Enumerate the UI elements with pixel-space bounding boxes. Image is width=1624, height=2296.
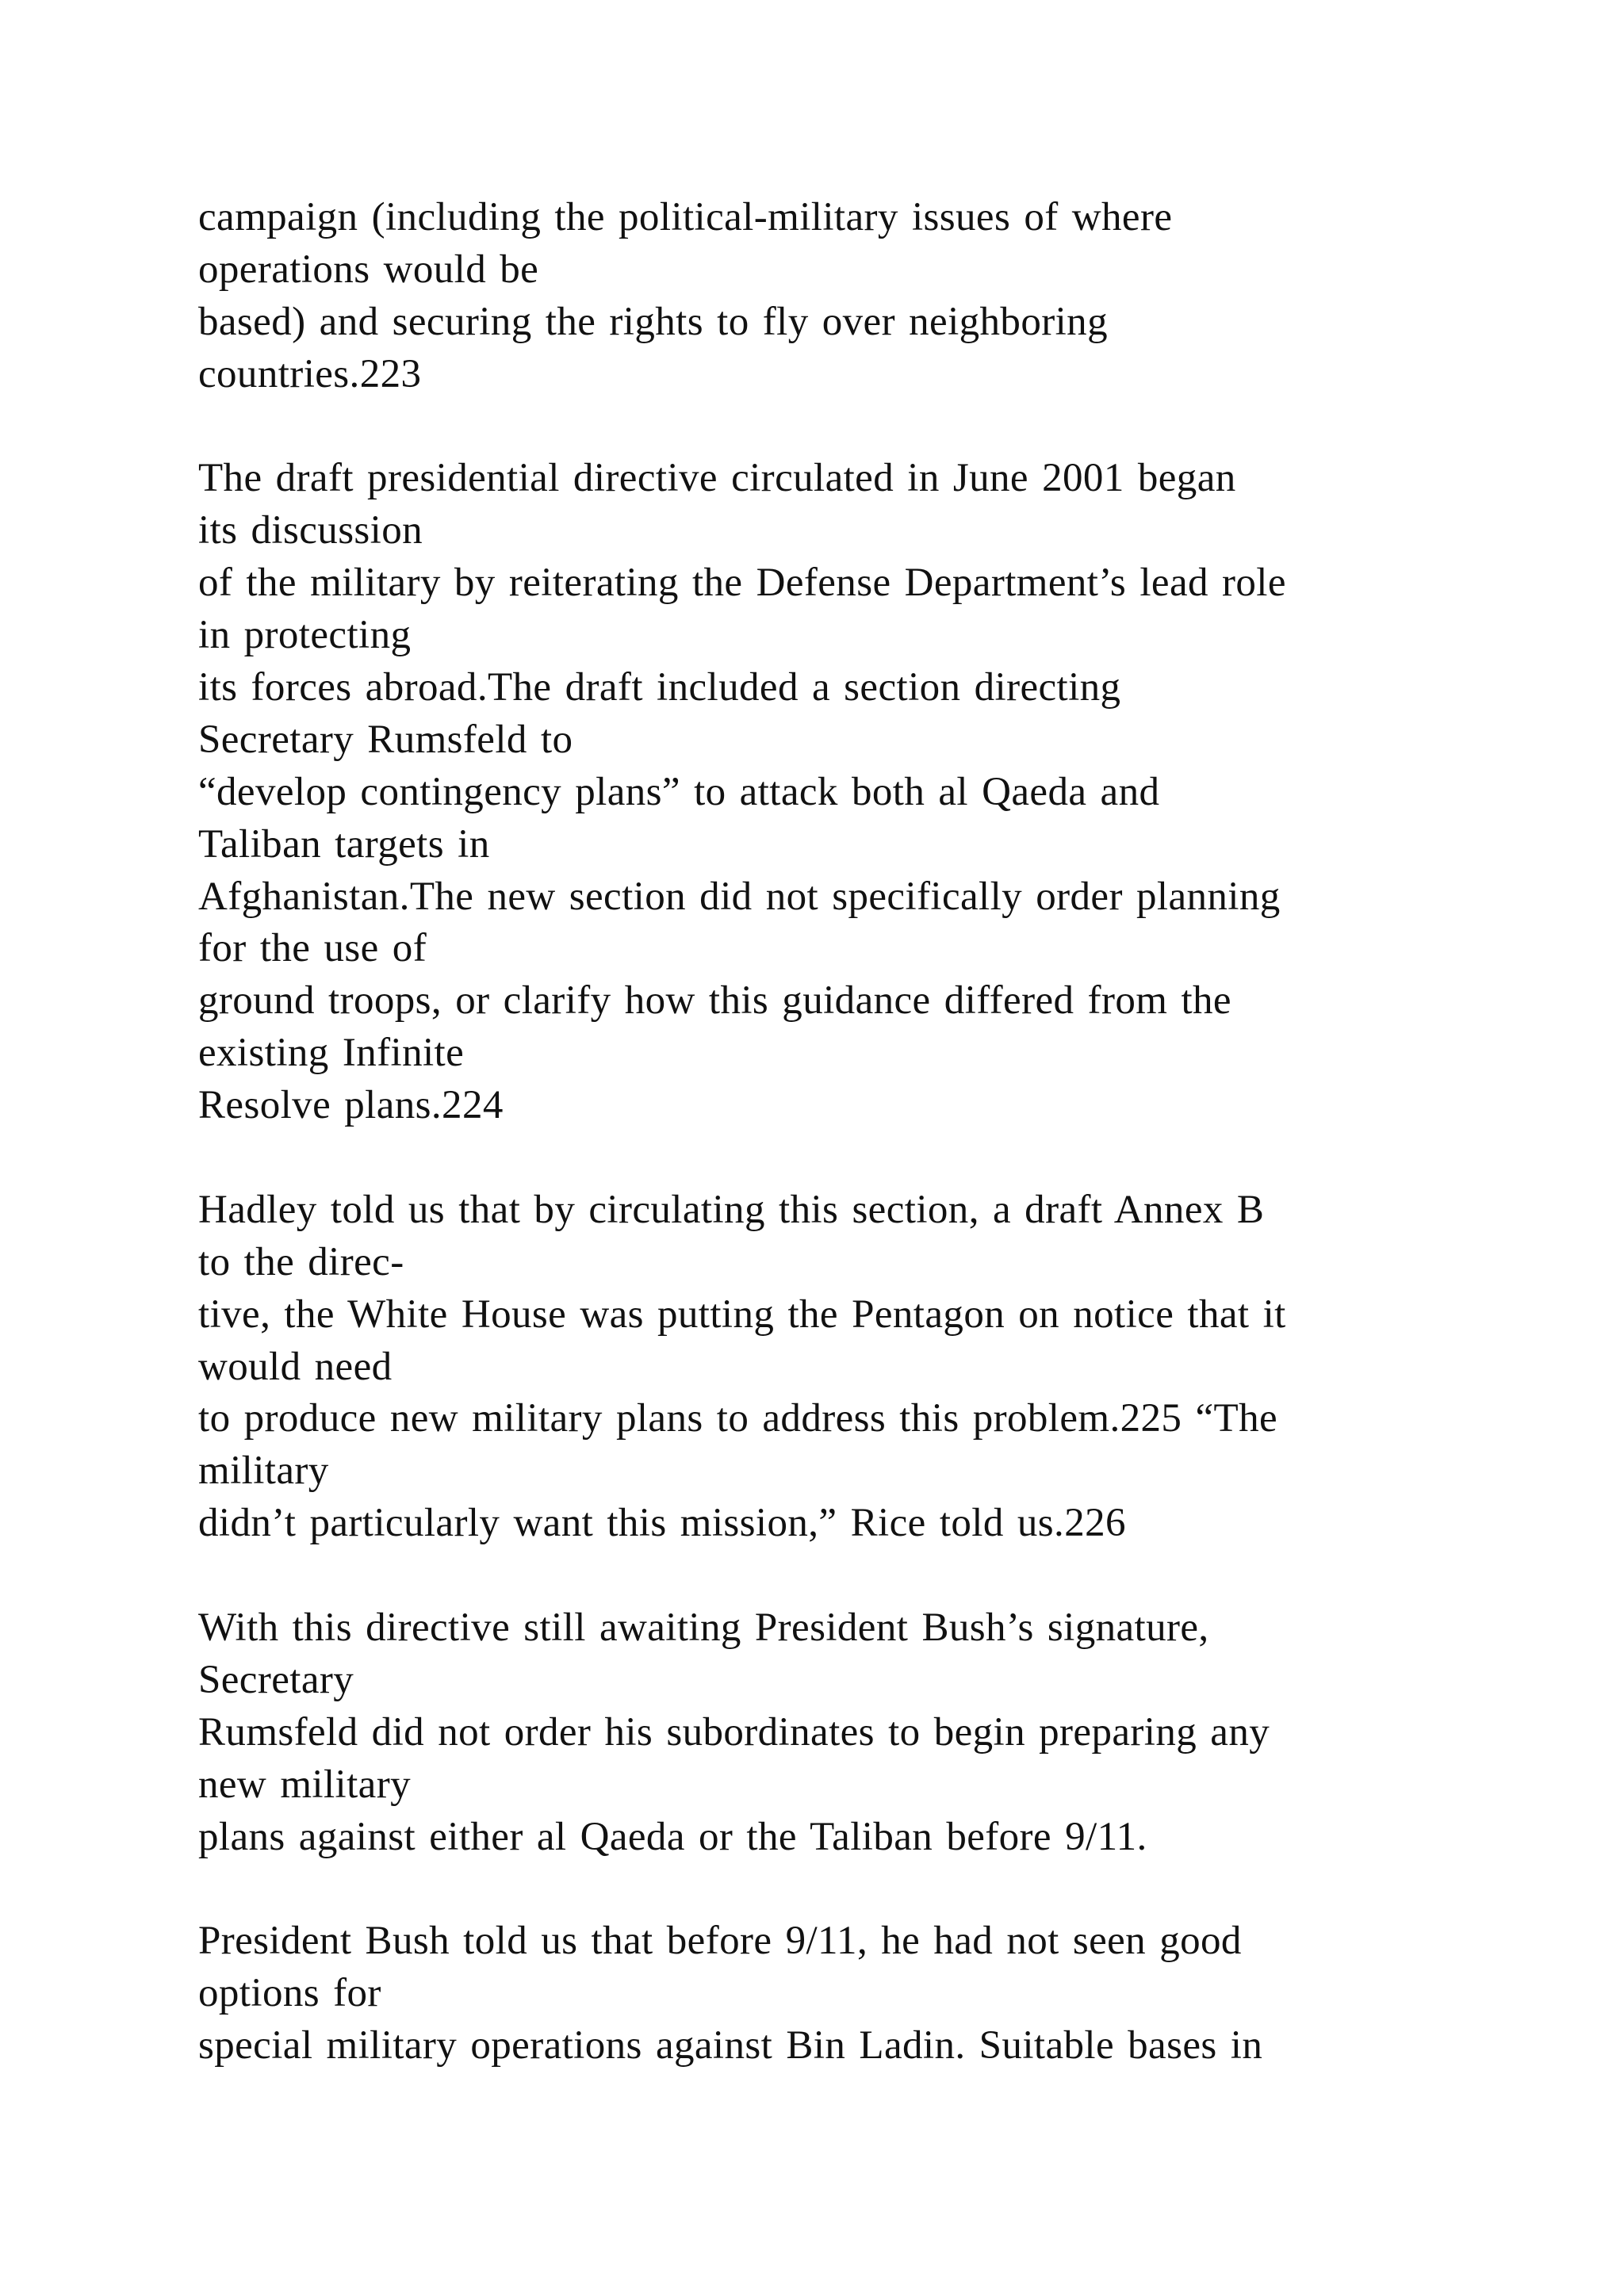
text-line: operations would be [198, 247, 539, 292]
text-line: didn’t particularly want this mission,” Rice told us.226 [198, 1501, 1126, 1546]
text-line: The draft presidential directive circulated in June 2001 began [198, 456, 1236, 501]
paragraph-gap [198, 401, 1562, 453]
paragraph-4 [198, 1602, 1562, 1863]
text-line: in protecting [198, 613, 412, 658]
text-line: of the military by reiterating the Defense Department’s lead role [198, 561, 1286, 606]
text-line: for the use of [198, 926, 427, 971]
text-line: based) and securing the rights to fly over neighboring [198, 299, 1108, 344]
paragraph-gap [198, 1864, 1562, 1916]
text-line: new military [198, 1762, 411, 1807]
text-line: tive, the White House was putting the Pentagon on notice that it [198, 1292, 1286, 1337]
text-line: military [198, 1448, 329, 1494]
text-line: special military operations against Bin Ladin. Suitable bases in [198, 2023, 1263, 2068]
paragraph-5 [198, 1915, 1562, 2072]
text-line: its forces abroad.The draft included a section directing [198, 665, 1121, 710]
text-line: plans against either al Qaeda or the Taliban before 9/11. [198, 1814, 1147, 1859]
paragraph-2 [198, 453, 1562, 1132]
text-line: options for [198, 1971, 381, 2016]
paragraph-3 [198, 1184, 1562, 1550]
text-line: Secretary Rumsfeld to [198, 717, 573, 762]
text-line: its discussion [198, 508, 423, 553]
text-line: Taliban targets in [198, 821, 490, 867]
text-line: Secretary [198, 1657, 354, 1702]
body-text [198, 192, 1562, 2072]
paragraph-1 [198, 192, 1562, 401]
text-line: to the direc- [198, 1239, 404, 1284]
text-line: campaign (including the political-military issues of where [198, 195, 1173, 239]
text-line: Resolve plans.224 [198, 1083, 504, 1128]
text-line: Afghanistan.The new section did not specifically order planning [198, 874, 1281, 919]
text-line: Hadley told us that by circulating this section, a draft Annex B [198, 1187, 1265, 1232]
text-line: to produce new military plans to address this problem.225 “The [198, 1396, 1278, 1441]
text-line: countries.223 [198, 351, 422, 396]
text-line: would need [198, 1344, 393, 1389]
paragraph-gap [198, 1132, 1562, 1184]
text-line: existing Infinite [198, 1031, 465, 1076]
text-line: With this directive still awaiting President Bush’s signature, [198, 1605, 1209, 1651]
text-line: President Bush told us that before 9/11, he had not seen good [198, 1919, 1242, 1964]
paragraph-gap [198, 1550, 1562, 1602]
text-line: “develop contingency plans” to attack both al Qaeda and [198, 769, 1160, 814]
text-line: Rumsfeld did not order his subordinates to begin preparing any [198, 1709, 1270, 1755]
text-line: ground troops, or clarify how this guidance differed from the [198, 978, 1231, 1024]
